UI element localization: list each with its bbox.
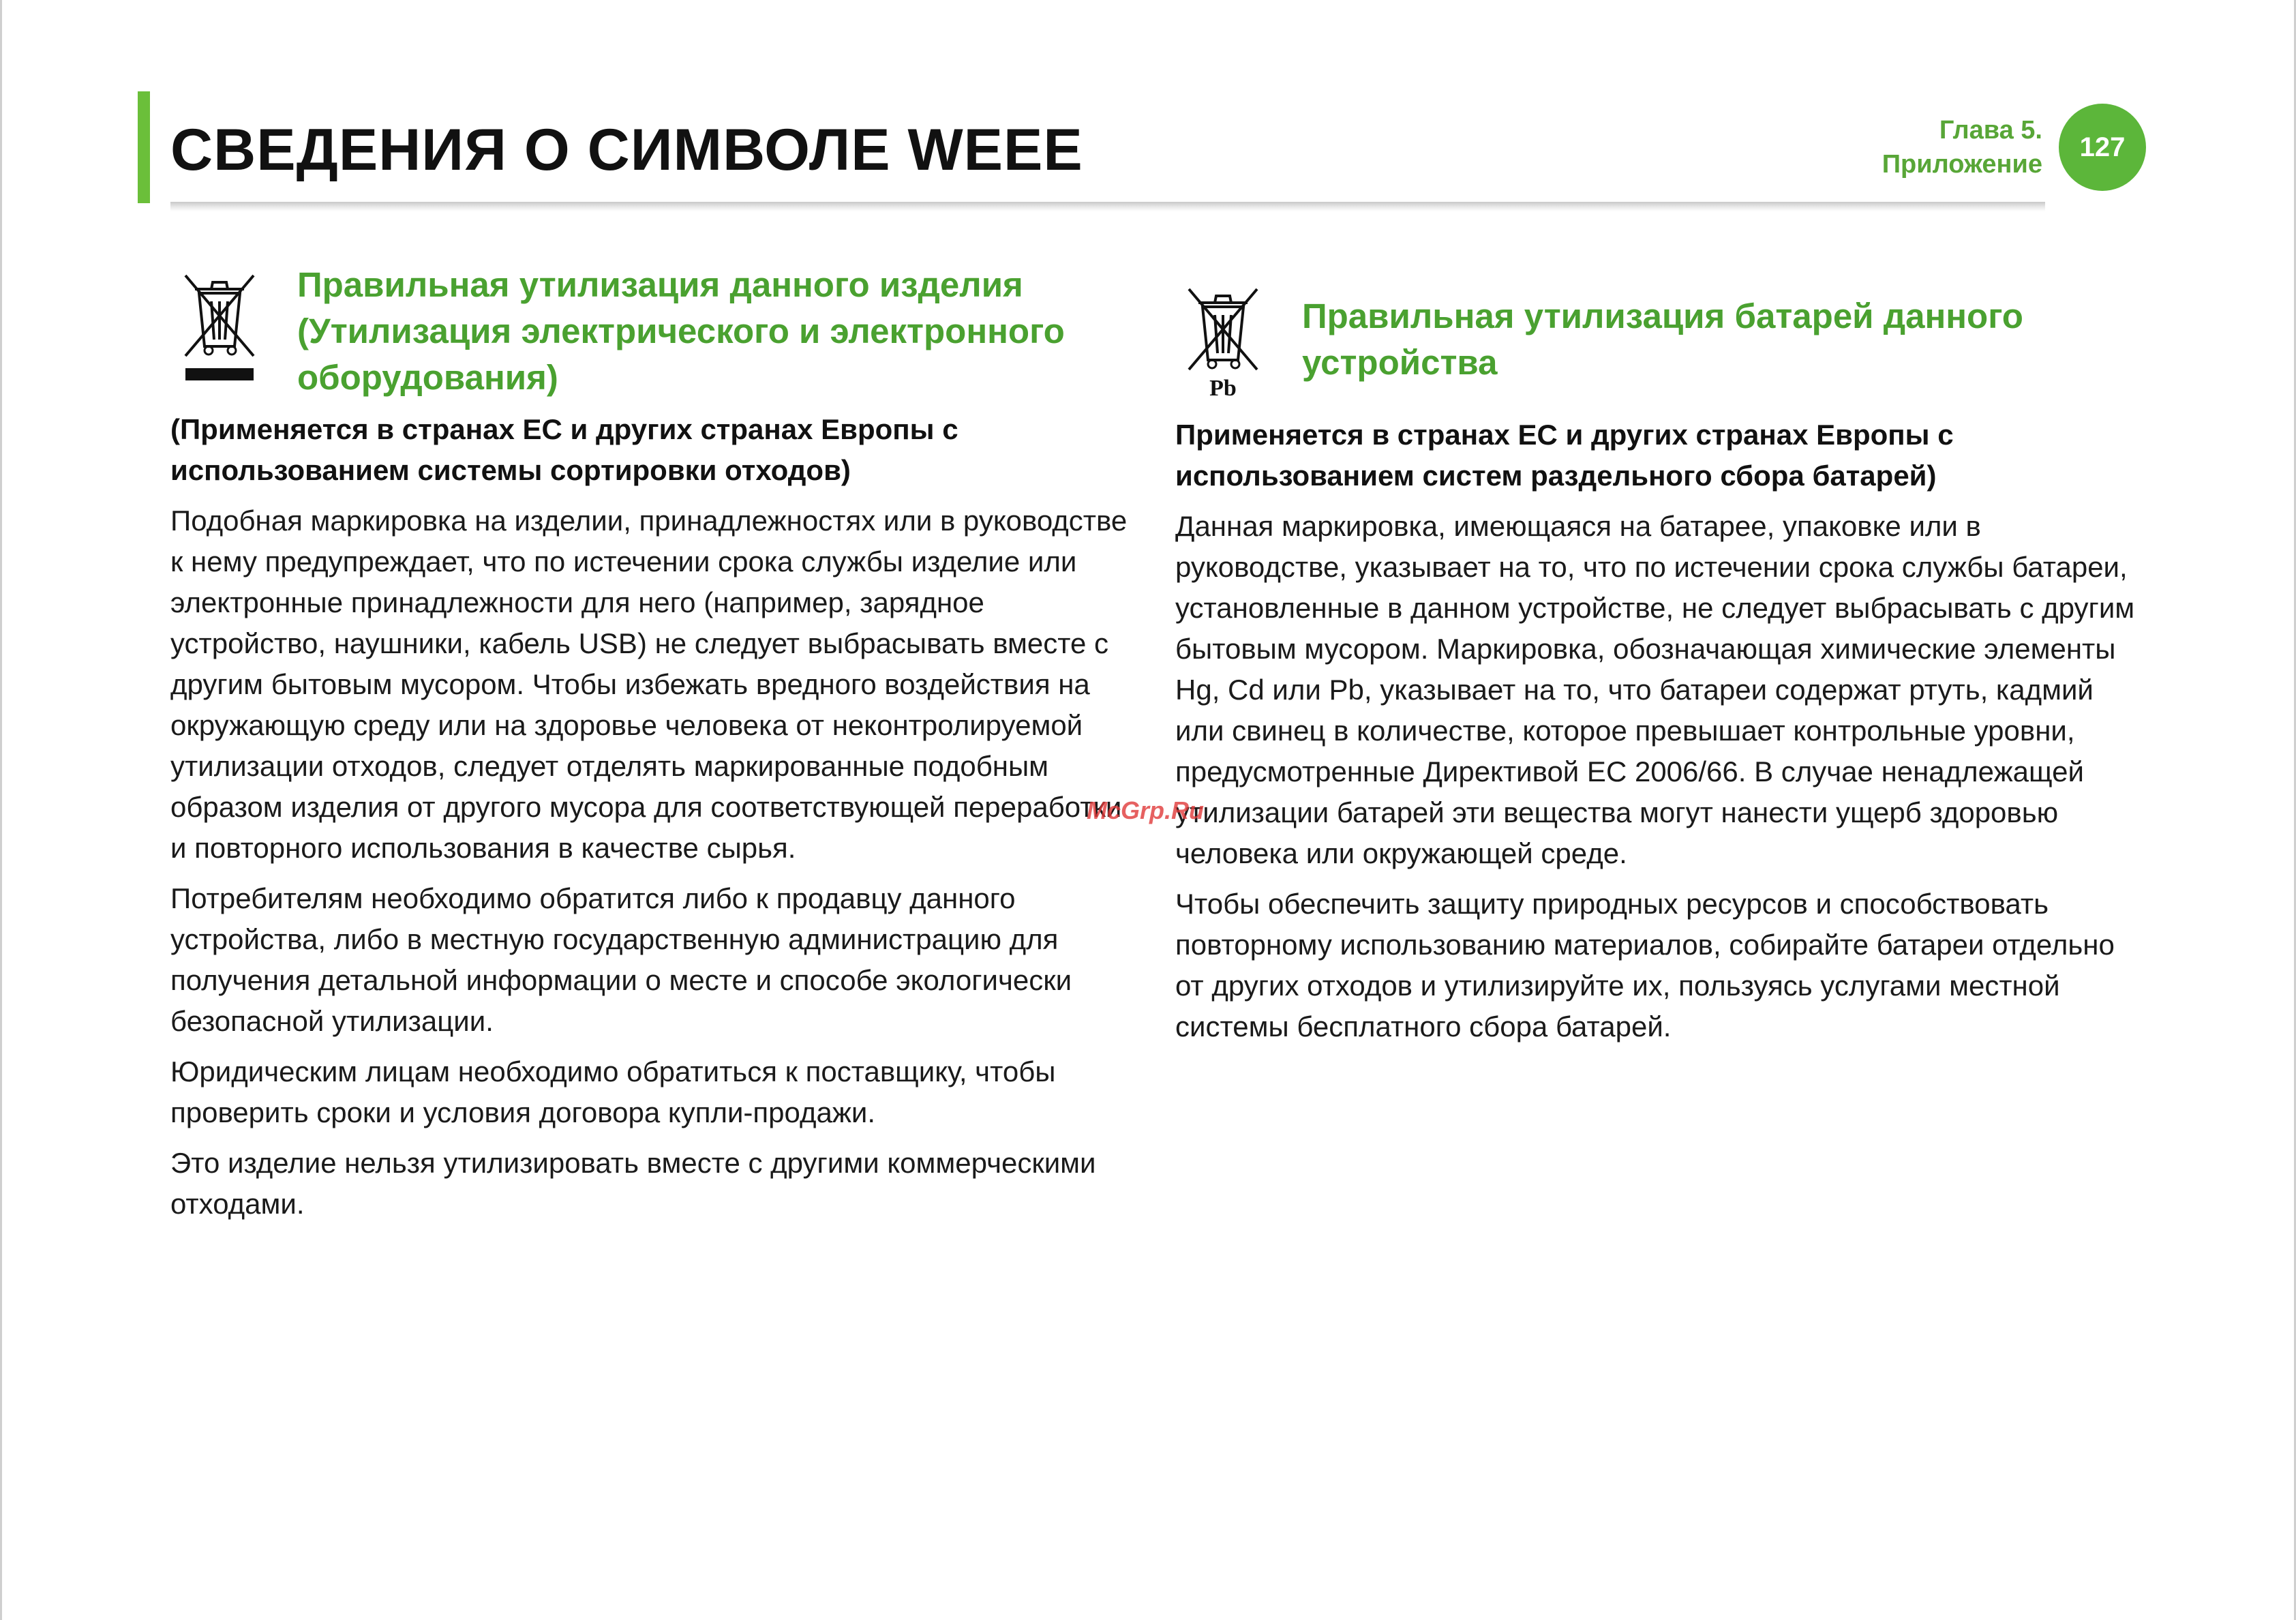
chapter-label	[1882, 113, 2042, 181]
page-title: СВЕДЕНИЯ О СИМВОЛЕ WEEE	[170, 117, 1083, 183]
paragraph: Юридическим лицам необходимо обратиться к поставщику, чтобы проверить сроки и условия договора купли-продажи.	[170, 1055, 1056, 1128]
section-header	[1175, 259, 2143, 415]
header-rule	[170, 202, 2045, 211]
section-header	[170, 259, 1138, 409]
pb-label: Pb	[1209, 376, 1237, 401]
page-number-badge: 127	[2059, 104, 2146, 191]
paragraph: Подобная маркировка на изделии, принадлежностях или в руководстве к нему предупреждает, что по истечении срока службы изделие или электронные принадлежности для него (например, зарядное устройство, наушники, кабель USB) не следует выбрасывать вместе с другим бытовым мусором. Чтобы избежать вредного воздействия на окружающую среду или на здоровье человека от неконтролируемой утилизации отходов, следует отделять маркированные подобным образом изделия от другого мусора для соответствующей переработки и повторного использования в качестве сырья.	[170, 505, 1128, 864]
battery-disposal-section	[1175, 259, 2143, 1057]
scope-note: Применяется в странах ЕС и других странах Европы с использованием систем раздельного сбора батарей)	[1175, 419, 1954, 492]
crossed-bin-icon	[179, 266, 260, 389]
section-title: Правильная утилизация батарей данного устройства	[1302, 297, 2023, 382]
title-accent-bar	[138, 91, 150, 203]
page-border-left	[0, 0, 2, 1620]
crossed-bin-pb-icon	[1182, 280, 1264, 402]
paragraph: Это изделие нельзя утилизировать вместе с другими коммерческими отходами.	[170, 1147, 1096, 1220]
weee-product-section	[170, 259, 1138, 1234]
watermark-link[interactable]: McGrp.Ru	[1087, 796, 1205, 824]
scope-note: (Применяется в странах ЕС и других странах Европы с использованием системы сортировки отходов)	[170, 413, 958, 486]
paragraph: Чтобы обеспечить защиту природных ресурсов и способствовать повторному использованию материалов, собирайте батареи отдельно от других отходов и утилизируйте их, пользуясь услугами местной системы бесплатного сбора батарей.	[1175, 888, 2115, 1042]
section-title: Правильная утилизация данного изделия (Утилизация электрического и электронного оборудования)	[297, 265, 1065, 397]
chapter-number: Глава 5.	[1939, 116, 2042, 145]
paragraph: Данная маркировка, имеющаяся на батарее, упаковке или в руководстве, указывает на то, что по истечении срока службы батареи, установленные в данном устройстве, не следует выбрасывать с другим бытовым мусором. Маркировка, обозначающая химические элементы Hg, Cd или Pb, указывает на то, что батареи содержат ртуть, кадмий или свинец в количестве, которое превышает контрольные уровни, предусмотренные Директивой ЕС 2006/66. В случае ненадлежащей утилизации батарей эти вещества могут нанести ущерб здоровью человека или окружающей среде.	[1175, 510, 2135, 869]
paragraph: Потребителям необходимо обратится либо к продавцу данного устройства, либо в местную государственную администрацию для получения детальной информации о месте и способе экологически безопасной утилизации.	[170, 882, 1072, 1037]
chapter-name: Приложение	[1882, 150, 2042, 179]
